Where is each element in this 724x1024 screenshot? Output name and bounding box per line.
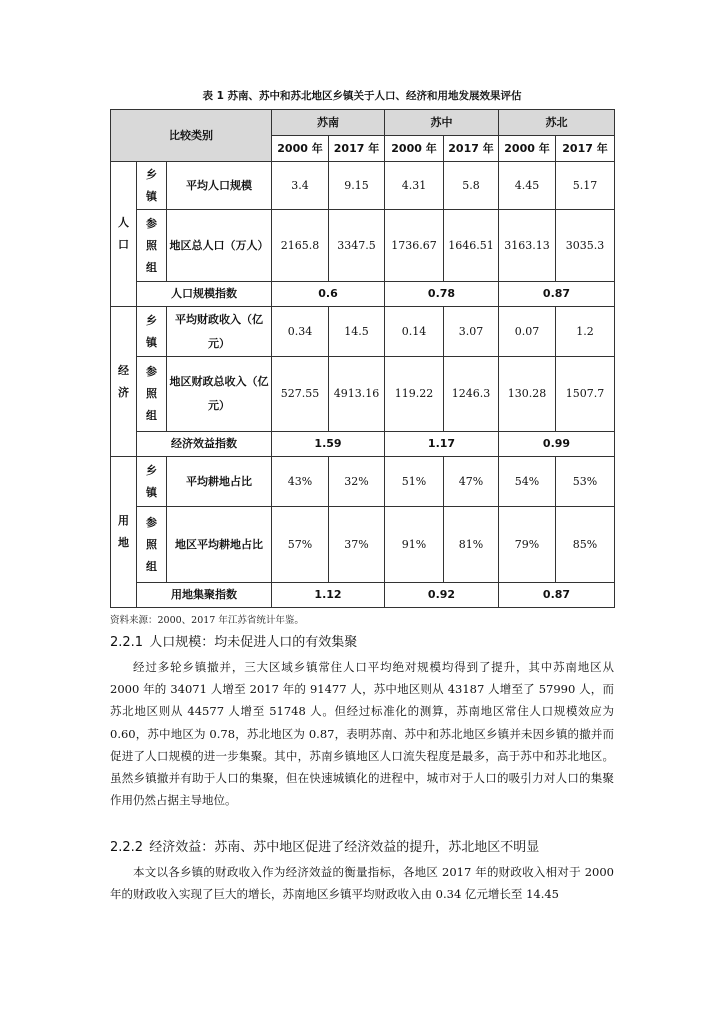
vertical-char: 组 bbox=[146, 409, 157, 422]
year-header: 2017 年 bbox=[444, 136, 499, 162]
header-category: 比较类别 bbox=[111, 110, 272, 162]
vertical-char: 组 bbox=[146, 559, 157, 573]
table-cell: 81% bbox=[444, 507, 499, 583]
group-label bbox=[137, 307, 167, 357]
group-label bbox=[137, 210, 167, 282]
table-cell: 9.15 bbox=[329, 162, 385, 210]
vertical-char: 济 bbox=[118, 385, 129, 399]
table-cell: 85% bbox=[556, 507, 615, 583]
table-cell: 37% bbox=[329, 507, 385, 583]
year-header: 2000 年 bbox=[499, 136, 556, 162]
vertical-char: 乡 bbox=[146, 463, 157, 477]
table-cell: 1246.3 bbox=[444, 357, 499, 432]
index-value: 1.12 bbox=[272, 583, 385, 608]
table-cell: 2165.8 bbox=[272, 210, 329, 282]
vertical-char: 组 bbox=[146, 260, 157, 274]
index-value: 0.87 bbox=[499, 282, 615, 307]
section-title: 人口规模：均未促进人口的有效集聚 bbox=[149, 635, 358, 650]
table-cell: 130.28 bbox=[499, 357, 556, 432]
indicator-label: 地区平均耕地占比 bbox=[167, 507, 272, 583]
section-number: 2.2.1 bbox=[110, 635, 144, 650]
table-cell: 5.17 bbox=[556, 162, 615, 210]
vertical-char: 用 bbox=[118, 514, 129, 527]
vertical-char: 镇 bbox=[146, 485, 157, 499]
group-label bbox=[137, 507, 167, 583]
vertical-char: 照 bbox=[146, 238, 157, 252]
indicator-label: 地区总人口（万人） bbox=[167, 210, 272, 282]
region-header: 苏北 bbox=[499, 110, 615, 136]
section-heading bbox=[110, 836, 539, 855]
vertical-char: 口 bbox=[118, 238, 129, 251]
index-label: 人口规模指数 bbox=[137, 282, 272, 307]
year-header: 2000 年 bbox=[272, 136, 329, 162]
vertical-char: 照 bbox=[146, 387, 157, 400]
table-cell: 527.55 bbox=[272, 357, 329, 432]
region-header: 苏中 bbox=[385, 110, 499, 136]
group-label bbox=[137, 457, 167, 507]
table-cell: 79% bbox=[499, 507, 556, 583]
table-cell: 3163.13 bbox=[499, 210, 556, 282]
evaluation-table bbox=[110, 109, 615, 608]
table-cell: 91% bbox=[385, 507, 444, 583]
year-header: 2017 年 bbox=[556, 136, 615, 162]
table-cell: 0.14 bbox=[385, 307, 444, 357]
vertical-char: 镇 bbox=[146, 189, 157, 203]
table-cell: 1736.67 bbox=[385, 210, 444, 282]
section-label bbox=[111, 162, 137, 307]
table-cell: 4.45 bbox=[499, 162, 556, 210]
table-cell: 32% bbox=[329, 457, 385, 507]
table-cell: 51% bbox=[385, 457, 444, 507]
group-label bbox=[137, 162, 167, 210]
section-label bbox=[111, 457, 137, 608]
table-cell: 0.34 bbox=[272, 307, 329, 357]
index-label: 经济效益指数 bbox=[137, 432, 272, 457]
vertical-char: 参 bbox=[146, 216, 157, 230]
table-cell: 3347.5 bbox=[329, 210, 385, 282]
table-cell: 119.22 bbox=[385, 357, 444, 432]
table-source-note: 资料来源：2000、2017 年江苏省统计年鉴。 bbox=[110, 615, 304, 626]
index-value: 1.17 bbox=[385, 432, 499, 457]
region-header: 苏南 bbox=[272, 110, 385, 136]
vertical-char: 乡 bbox=[146, 167, 157, 181]
table-cell: 4.31 bbox=[385, 162, 444, 210]
vertical-char: 参 bbox=[146, 515, 157, 529]
section-label bbox=[111, 307, 137, 457]
vertical-char: 经 bbox=[118, 363, 129, 377]
section-number: 2.2.2 bbox=[110, 840, 144, 855]
indicator-label: 平均人口规模 bbox=[167, 162, 272, 210]
index-value: 0.87 bbox=[499, 583, 615, 608]
index-value: 0.92 bbox=[385, 583, 499, 608]
year-header: 2000 年 bbox=[385, 136, 444, 162]
section-title: 经济效益：苏南、苏中地区促进了经济效益的提升，苏北地区不明显 bbox=[149, 840, 540, 855]
index-value: 0.78 bbox=[385, 282, 499, 307]
vertical-char: 人 bbox=[118, 216, 129, 229]
index-value: 0.6 bbox=[272, 282, 385, 307]
table-cell: 43% bbox=[272, 457, 329, 507]
body-paragraph: 本文以各乡镇的财政收入作为经济效益的衡量指标，各地区 2017 年的财政收入相对于 2000 年的财政收入实现了巨大的增长，苏南地区乡镇平均财政收入由 0.34 亿元增长至 14.45 bbox=[110, 865, 614, 902]
table-cell: 0.07 bbox=[499, 307, 556, 357]
vertical-char: 照 bbox=[146, 537, 157, 551]
table-cell: 1.2 bbox=[556, 307, 615, 357]
indicator-label: 平均财政收入（亿元） bbox=[167, 307, 272, 357]
table-cell: 3035.3 bbox=[556, 210, 615, 282]
group-label bbox=[137, 357, 167, 432]
vertical-char: 地 bbox=[118, 536, 129, 549]
table-caption: 表 1 苏南、苏中和苏北地区乡镇关于人口、经济和用地发展效果评估 bbox=[202, 90, 522, 102]
table-cell: 1646.51 bbox=[444, 210, 499, 282]
table-cell: 3.4 bbox=[272, 162, 329, 210]
table-cell: 14.5 bbox=[329, 307, 385, 357]
table-cell: 57% bbox=[272, 507, 329, 583]
indicator-label: 平均耕地占比 bbox=[167, 457, 272, 507]
table-cell: 3.07 bbox=[444, 307, 499, 357]
index-label: 用地集聚指数 bbox=[137, 583, 272, 608]
vertical-char: 乡 bbox=[146, 313, 157, 327]
table-cell: 5.8 bbox=[444, 162, 499, 210]
body-paragraph: 经过多轮乡镇撤并，三大区域乡镇常住人口平均绝对规模均得到了提升，其中苏南地区从 2000 年的 34071 人增至 2017 年的 91477 人，苏中地区则从 43187 人增至了 57990 人，而苏北地区则从 44577 人增至 51748 人。但经过标准化的测算，苏南地区常住人口规模效应为 0.60，苏中地区为 0.78，苏北地区为 0.87，表明苏南、苏中和苏北地区乡镇并未因乡镇的撤并而促进了人口规模的进一步集聚。其中，苏南乡镇地区人口流失程度是最多，高于苏中和苏北地区。虽然乡镇撤并有助于人口的集聚，但在快速城镇化的进程中，城市对于人口的吸引力对人口的集聚作用仍然占据主导地位。 bbox=[110, 660, 614, 808]
table-cell: 54% bbox=[499, 457, 556, 507]
index-value: 1.59 bbox=[272, 432, 385, 457]
vertical-char: 参 bbox=[146, 365, 157, 378]
section-heading bbox=[110, 631, 357, 650]
table-cell: 53% bbox=[556, 457, 615, 507]
index-value: 0.99 bbox=[499, 432, 615, 457]
indicator-label: 地区财政总收入（亿元） bbox=[167, 357, 272, 432]
year-header: 2017 年 bbox=[329, 136, 385, 162]
table-cell: 4913.16 bbox=[329, 357, 385, 432]
vertical-char: 镇 bbox=[146, 335, 157, 349]
table-cell: 1507.7 bbox=[556, 357, 615, 432]
table-cell: 47% bbox=[444, 457, 499, 507]
